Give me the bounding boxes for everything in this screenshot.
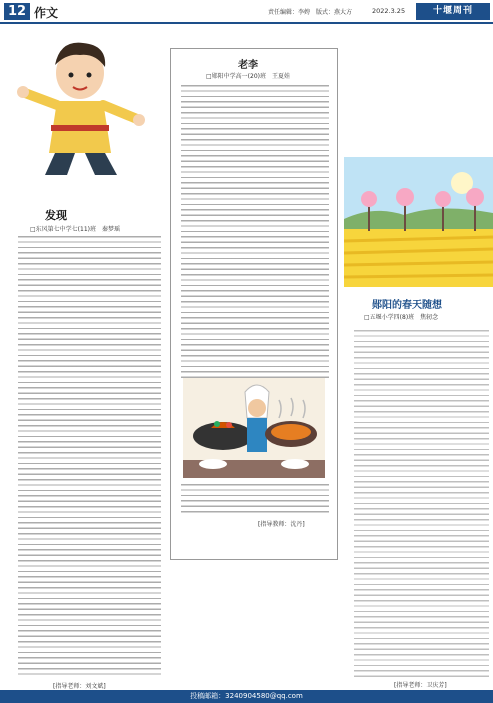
martial-arts-kid-illustration bbox=[15, 35, 145, 180]
left-article-editor: [指导老师：刘文斌] bbox=[53, 683, 106, 690]
brand-logo: 十堰周刊 bbox=[416, 3, 490, 20]
page-number: 12 bbox=[4, 3, 30, 20]
right-article-title: 郧阳的春天随想 bbox=[372, 300, 442, 311]
spring-flower-field-illustration bbox=[344, 157, 493, 287]
duty-editor: 责任编辑：李娉 bbox=[268, 9, 311, 16]
left-article-title: 发现 bbox=[45, 209, 67, 222]
layout-editor: 版式：燕大方 bbox=[315, 9, 352, 16]
right-article-byline: □五堰小学四(8)班 焦轫念 bbox=[364, 314, 439, 321]
middle-article-body bbox=[181, 85, 329, 380]
middle-article-title: 老李 bbox=[238, 60, 258, 71]
issue-date: 2022.3.25 bbox=[372, 7, 406, 15]
middle-article-body-end bbox=[181, 484, 329, 514]
left-article-body bbox=[18, 236, 161, 678]
header-editors bbox=[268, 7, 356, 16]
section-title: 作文 bbox=[34, 6, 59, 20]
middle-article-byline: □郧阳中学高一(20)班 王夏娃 bbox=[206, 73, 290, 80]
middle-article-editor: [指导教师：沈丹] bbox=[258, 521, 305, 528]
cooking-scene-illustration bbox=[183, 378, 325, 478]
left-article-byline: □东风第七中学七(11)班 秦梦瑶 bbox=[30, 226, 120, 233]
right-article-body bbox=[354, 330, 489, 677]
footer-bar bbox=[0, 690, 493, 703]
page-header bbox=[0, 0, 493, 24]
right-article-editor: [指导老师：卫庆芳] bbox=[394, 682, 447, 689]
submission-email: 投稿邮箱：3240904580@qq.com bbox=[190, 692, 303, 700]
